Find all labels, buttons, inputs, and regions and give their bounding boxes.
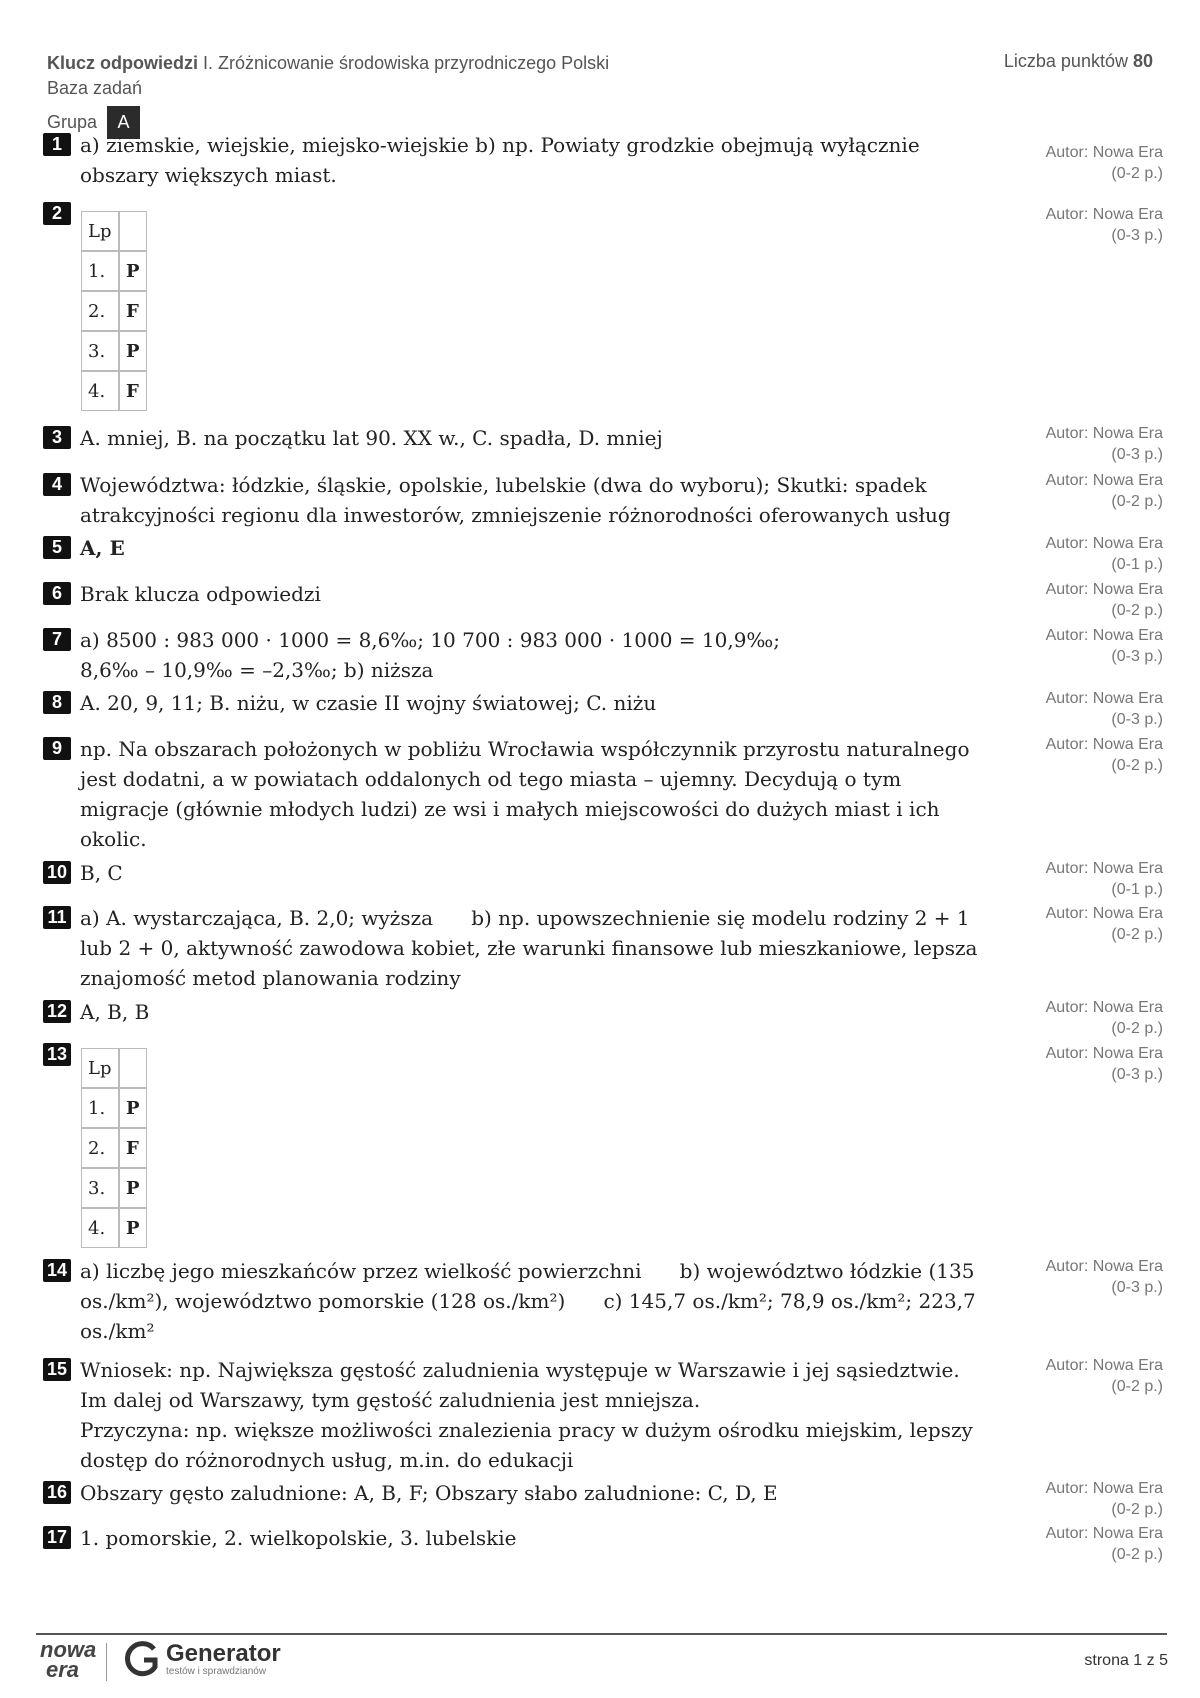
task-points: (0-2 p.) xyxy=(1111,1546,1163,1563)
task-author: Autor: Nowa Era xyxy=(1045,206,1163,223)
table-cell-value: P xyxy=(119,1168,147,1208)
points-total xyxy=(1004,51,1153,72)
table-cell-lp: 2. xyxy=(81,1128,119,1168)
task-points: (0-2 p.) xyxy=(1111,1501,1163,1518)
task-4 xyxy=(43,470,1003,530)
task-14 xyxy=(43,1256,1003,1346)
table-header-lp: Lp xyxy=(81,211,119,251)
task-5-meta xyxy=(940,533,1163,575)
task-author: Autor: Nowa Era xyxy=(1045,425,1163,442)
task-12 xyxy=(43,997,1003,1027)
task-points: (0-3 p.) xyxy=(1111,711,1163,728)
table-cell-value: P xyxy=(119,251,147,291)
task-12-meta xyxy=(940,997,1163,1039)
logo-line-1: nowa xyxy=(40,1637,97,1662)
task-16-meta xyxy=(940,1478,1163,1520)
task-15-meta xyxy=(940,1355,1163,1397)
task-6 xyxy=(43,579,1003,609)
task-answer: a) ziemskie, wiejskie, miejsko-wiejskie b) np. Powiaty grodzkie obejmują wyłącznie obszary większych miast. xyxy=(80,133,920,187)
task-9 xyxy=(43,734,1003,854)
task-8 xyxy=(43,688,1003,718)
task-author: Autor: Nowa Era xyxy=(1045,860,1163,877)
table-header-empty xyxy=(119,211,147,251)
task-7-meta xyxy=(940,625,1163,667)
task-points: (0-3 p.) xyxy=(1111,446,1163,463)
table-cell-lp: 1. xyxy=(81,251,119,291)
task-number: 11 xyxy=(43,906,71,929)
table-cell-value: P xyxy=(119,331,147,371)
task-number: 17 xyxy=(43,1526,71,1549)
task-number: 7 xyxy=(43,628,71,651)
task-13-table xyxy=(81,1048,147,1248)
task-15 xyxy=(43,1355,1003,1475)
task-answer: A. 20, 9, 11; B. niżu, w czasie II wojny światowej; C. niżu xyxy=(80,691,657,715)
task-9-meta xyxy=(940,734,1163,776)
table-row xyxy=(81,1128,147,1168)
generator-subtitle: testów i sprawdzianów xyxy=(166,1666,267,1677)
task-answer: A, B, B xyxy=(80,1000,150,1024)
task-points: (0-2 p.) xyxy=(1111,602,1163,619)
table-cell-value: F xyxy=(119,291,147,331)
task-11 xyxy=(43,903,1003,993)
task-number: 14 xyxy=(43,1259,71,1282)
points-value: 80 xyxy=(1132,51,1153,71)
table-cell-lp: 1. xyxy=(81,1088,119,1128)
table-cell-value: P xyxy=(119,1208,147,1248)
task-author: Autor: Nowa Era xyxy=(1045,1480,1163,1497)
task-11-meta xyxy=(940,903,1163,945)
table-header-row xyxy=(81,1048,147,1088)
task-points: (0-1 p.) xyxy=(1111,881,1163,898)
document-title xyxy=(47,51,609,76)
task-13-meta xyxy=(940,1043,1163,1085)
task-author: Autor: Nowa Era xyxy=(1045,905,1163,922)
task-answer: 1. pomorskie, 2. wielkopolskie, 3. lubelskie xyxy=(80,1526,517,1550)
table-cell-value: F xyxy=(119,371,147,411)
document-subtitle: Baza zadań xyxy=(47,78,143,98)
task-points: (0-2 p.) xyxy=(1111,926,1163,943)
task-author: Autor: Nowa Era xyxy=(1045,690,1163,707)
task-points: (0-2 p.) xyxy=(1111,165,1163,182)
task-number: 4 xyxy=(43,473,71,496)
task-answer: Brak klucza odpowiedzi xyxy=(80,582,321,606)
task-answer: a) 8500 : 983 000 · 1000 = 8,6‰; 10 700 : 983 000 · 1000 = 10,9‰; 8,6‰ – 10,9‰ = –2,3‰; b) niższa xyxy=(80,628,781,682)
task-3-meta xyxy=(940,423,1163,465)
task-17-meta xyxy=(940,1523,1163,1565)
task-3 xyxy=(43,423,1003,453)
task-number: 6 xyxy=(43,582,71,605)
task-number: 12 xyxy=(43,1000,71,1023)
task-author: Autor: Nowa Era xyxy=(1045,581,1163,598)
task-author: Autor: Nowa Era xyxy=(1045,1357,1163,1374)
task-number: 13 xyxy=(43,1043,71,1066)
table-header-row xyxy=(81,211,147,251)
task-number: 10 xyxy=(43,861,71,884)
generator-logo xyxy=(122,1640,281,1680)
task-number: 5 xyxy=(43,536,71,559)
table-cell-lp: 4. xyxy=(81,371,119,411)
page-number: strona 1 z 5 xyxy=(1084,1652,1168,1669)
table-cell-lp: 3. xyxy=(81,1168,119,1208)
task-number: 15 xyxy=(43,1358,71,1381)
task-10-meta xyxy=(940,858,1163,900)
footer-divider xyxy=(36,1633,1167,1635)
logo-separator xyxy=(106,1643,107,1681)
task-4-meta xyxy=(940,470,1163,512)
task-7 xyxy=(43,625,1003,685)
task-number: 3 xyxy=(43,426,71,449)
group-badge: A xyxy=(107,106,140,139)
table-cell-lp: 2. xyxy=(81,291,119,331)
document-header xyxy=(47,51,609,101)
generator-g-icon xyxy=(122,1640,162,1680)
table-cell-lp: 3. xyxy=(81,331,119,371)
task-answer: a) liczbę jego mieszkańców przez wielkość powierzchni b) województwo łódzkie (135 os./km²), województwo pomorskie (128 os./km²) c) 145,7 os./km²; 78,9 os./km²; 223,7 os./km² xyxy=(80,1259,976,1343)
task-points: (0-3 p.) xyxy=(1111,648,1163,665)
title-rest: I. Zróżnicowanie środowiska przyrodniczego Polski xyxy=(198,53,610,73)
task-number: 9 xyxy=(43,737,71,760)
task-1 xyxy=(43,130,1003,190)
task-author: Autor: Nowa Era xyxy=(1045,472,1163,489)
logo-line-2: era xyxy=(46,1657,80,1682)
table-row xyxy=(81,331,147,371)
task-author: Autor: Nowa Era xyxy=(1045,1525,1163,1542)
task-author: Autor: Nowa Era xyxy=(1045,1045,1163,1062)
table-row xyxy=(81,1088,147,1128)
task-number: 1 xyxy=(43,133,71,156)
task-points: (0-3 p.) xyxy=(1111,227,1163,244)
table-header-lp: Lp xyxy=(81,1048,119,1088)
task-number: 16 xyxy=(43,1481,71,1504)
task-answer: B, C xyxy=(80,861,123,885)
table-row xyxy=(81,1208,147,1248)
task-10 xyxy=(43,858,1003,888)
task-points: (0-3 p.) xyxy=(1111,1066,1163,1083)
table-cell-lp: 4. xyxy=(81,1208,119,1248)
task-16 xyxy=(43,1478,1003,1508)
task-2-table xyxy=(81,211,147,411)
task-author: Autor: Nowa Era xyxy=(1045,535,1163,552)
task-14-meta xyxy=(940,1256,1163,1298)
task-5 xyxy=(43,533,1003,563)
task-points: (0-2 p.) xyxy=(1111,1020,1163,1037)
task-author: Autor: Nowa Era xyxy=(1045,144,1163,161)
task-points: (0-3 p.) xyxy=(1111,1279,1163,1296)
task-points: (0-2 p.) xyxy=(1111,1378,1163,1395)
task-points: (0-2 p.) xyxy=(1111,757,1163,774)
task-1-meta xyxy=(940,142,1163,184)
table-cell-value: P xyxy=(119,1088,147,1128)
task-author: Autor: Nowa Era xyxy=(1045,999,1163,1016)
task-points: (0-2 p.) xyxy=(1111,493,1163,510)
table-row xyxy=(81,371,147,411)
task-answer: A, E xyxy=(80,536,125,560)
task-author: Autor: Nowa Era xyxy=(1045,736,1163,753)
task-author: Autor: Nowa Era xyxy=(1045,627,1163,644)
nowa-era-logo xyxy=(40,1637,97,1682)
table-row xyxy=(81,1168,147,1208)
table-cell-value: F xyxy=(119,1128,147,1168)
generator-title: Generator xyxy=(166,1640,281,1667)
task-answer: A. mniej, B. na początku lat 90. XX w., C. spadła, D. mniej xyxy=(80,426,663,450)
task-6-meta xyxy=(940,579,1163,621)
task-author: Autor: Nowa Era xyxy=(1045,1258,1163,1275)
task-answer: Obszary gęsto zaludnione: A, B, F; Obszary słabo zaludnione: C, D, E xyxy=(80,1481,778,1505)
task-17 xyxy=(43,1523,1003,1553)
table-header-empty xyxy=(119,1048,147,1088)
table-row xyxy=(81,251,147,291)
task-points: (0-1 p.) xyxy=(1111,556,1163,573)
task-answer: a) A. wystarczająca, B. 2,0; wyższa b) np. upowszechnienie się modelu rodziny 2 + 1 lub 2 + 0, aktywność zawodowa kobiet, złe warunki finansowe lub mieszkaniowe, lepsza znajomość metod planowania rodziny xyxy=(80,906,978,990)
points-label: Liczba punktów xyxy=(1003,51,1133,71)
group-label: Grupa xyxy=(47,112,98,132)
task-number: 2 xyxy=(43,202,71,225)
task-number: 8 xyxy=(43,691,71,714)
table-row xyxy=(81,291,147,331)
task-8-meta xyxy=(940,688,1163,730)
title-bold: Klucz odpowiedzi xyxy=(47,53,198,73)
task-2-meta xyxy=(940,204,1163,246)
task-answer: Wniosek: np. Największa gęstość zaludnienia występuje w Warszawie i jej sąsiedztwie. Im dalej od Warszawy, tym gęstość zaludnienia jest mniejsza. Przyczyna: np. większe możliwości znalezienia pracy w dużym ośrodku miejskim, lepszy dostęp do różnorodnych usług, m.in. do edukacji xyxy=(80,1358,973,1472)
task-answer: Województwa: łódzkie, śląskie, opolskie, lubelskie (dwa do wyboru); Skutki: spadek atrakcyjności regionu dla inwestorów, zmniejszenie różnorodności oferowanych usług xyxy=(80,473,951,527)
task-answer: np. Na obszarach położonych w pobliżu Wrocławia współczynnik przyrostu naturalnego jest dodatni, a w powiatach oddalonych od tego miasta – ujemny. Decydują o tym migracje (głównie młodych ludzi) ze wsi i małych miejscowości do dużych miast i ich okolic. xyxy=(80,737,970,851)
